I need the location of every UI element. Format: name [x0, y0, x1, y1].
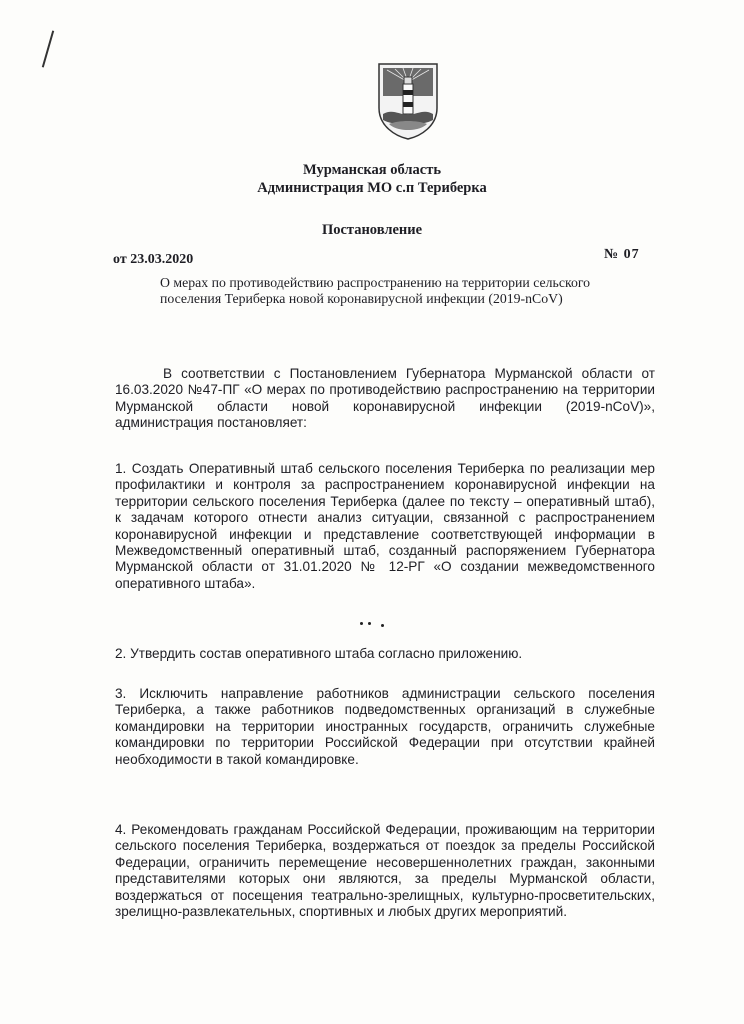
- item-2-paragraph: 2. Утвердить состав оперативного штаба согласно приложению.: [115, 646, 523, 661]
- scan-speck: [368, 622, 371, 625]
- pen-mark: [42, 30, 54, 67]
- document-date: от 23.03.2020: [113, 252, 194, 267]
- document-type-heading: Постановление: [321, 222, 423, 238]
- coat-of-arms-emblem: [375, 60, 441, 140]
- intro-paragraph: В соответствии с Постановлением Губернатора Мурманской области от 16.03.2020 №47-ПГ «О мерах по противодействию распространению на территории Мурманской области новой коронавирусной инфекции (2019-nCoV)», администрация постановляет:: [115, 366, 655, 431]
- item-4-paragraph: 4. Рекомендовать гражданам Российской Федерации, проживающим на территории сельского поселения Териберка, воздержаться от поездок за пределы Российской Федерации, ограничить перемещение несовершеннолетних граждан, законными представителями которых они являются, за пределы Мурманской области, воздержаться от посещения театрально-зрелищных, культурно-просветительских, зрелищно-развлекательных, спортивных и любых других мероприятий.: [115, 822, 655, 920]
- administration-heading: Администрация МО с.п Териберка: [257, 180, 487, 196]
- scan-speck: [360, 622, 363, 625]
- document-number: № 07: [604, 247, 640, 262]
- document-subject: О мерах по противодействию распространению на территории сельского поселения Териберка новой коронавирусной инфекции (2019-nCoV): [160, 275, 591, 306]
- region-heading: Мурманская область: [302, 162, 441, 178]
- item-3-paragraph: 3. Исключить направление работников администрации сельского поселения Териберка, а также работников подведомственных организаций в служебные командировки на территории иностранных государств, ограничить служебные командировки по территории Российской Федерации при отсутствии крайней необходимости в такой командировке.: [115, 686, 655, 767]
- scan-speck: [381, 624, 384, 627]
- item-1-paragraph: 1. Создать Оперативный штаб сельского поселения Териберка по реализации мер профилактики и контроля за распространением коронавирусной инфекции на территории сельского поселения Териберка (далее по тексту – оперативный штаб), к задачам которого отнести анализ ситуации, связанной с распространением коронавирусной инфекции и представление соответствующей информации в Межведомственный оперативный штаб, созданный распоряжением Губернатора Мурманской области от 31.01.2020 № 12-РГ «О создании межведомственного оперативного штаба».: [115, 461, 655, 591]
